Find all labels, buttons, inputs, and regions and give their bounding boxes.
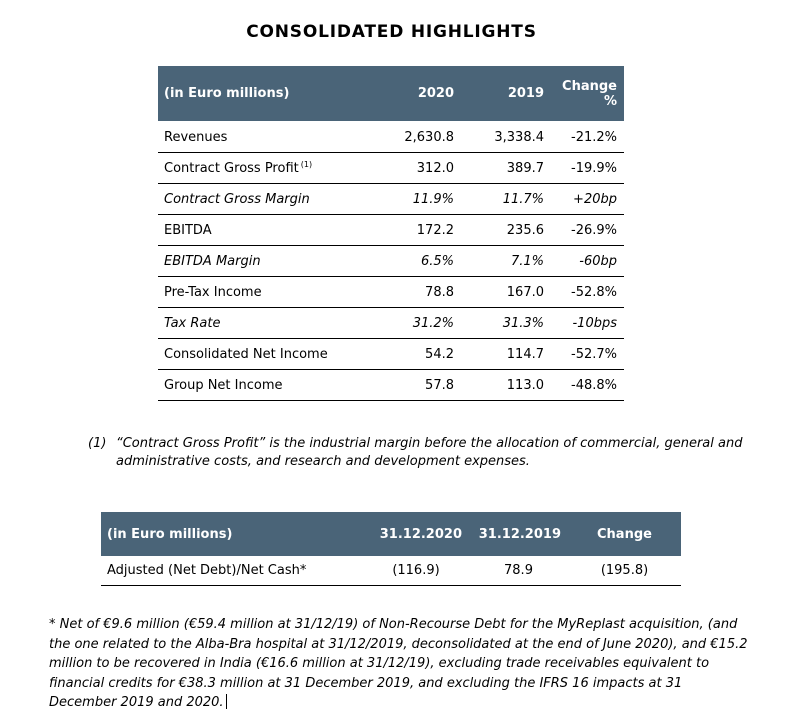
value-2019 xyxy=(461,339,551,370)
value-2020-text: 6.5% xyxy=(420,253,454,269)
value-2019 xyxy=(461,246,551,277)
value-change-text: -21.2% xyxy=(571,129,617,145)
value-2019 xyxy=(461,184,551,215)
net-cash-table xyxy=(101,512,681,586)
value-2019-text: 167.0 xyxy=(506,284,544,300)
value-2020 xyxy=(372,339,461,370)
value-2020 xyxy=(372,153,461,184)
row-label-text: Group Net Income xyxy=(164,377,283,393)
table-row xyxy=(158,153,624,184)
value-change xyxy=(551,277,624,308)
row-label-text: Contract Gross Profit xyxy=(164,161,299,176)
value-2019-text: 114.7 xyxy=(506,346,544,362)
value-2020 xyxy=(372,246,461,277)
row-label xyxy=(158,215,372,246)
header-change: Change % xyxy=(551,66,624,121)
value-2020 xyxy=(372,308,461,339)
value-change-text: -26.9% xyxy=(571,222,617,238)
header-units: (in Euro millions) xyxy=(101,512,363,556)
table-row xyxy=(158,339,624,370)
value-31-12-2019: 78.9 xyxy=(469,556,568,586)
value-2020-text: 57.8 xyxy=(425,377,454,393)
header-units: (in Euro millions) xyxy=(158,66,372,121)
footnote-number: (1) xyxy=(88,436,107,451)
value-2020-text: 172.2 xyxy=(416,222,454,238)
row-label xyxy=(158,339,372,370)
value-change xyxy=(551,308,624,339)
value-change-text: +20bp xyxy=(573,191,617,207)
value-change-text: -60bp xyxy=(579,253,617,269)
table-row xyxy=(158,370,624,401)
row-label xyxy=(158,121,372,153)
row-label-text: Contract Gross Margin xyxy=(164,191,310,207)
footnote xyxy=(88,435,748,471)
highlights-header-row xyxy=(158,66,624,121)
row-label xyxy=(158,308,372,339)
row-label xyxy=(158,277,372,308)
row-label-text: Consolidated Net Income xyxy=(164,346,328,362)
row-label-text: Pre-Tax Income xyxy=(164,284,262,300)
value-change xyxy=(551,153,624,184)
value-2019 xyxy=(461,308,551,339)
row-label xyxy=(158,370,372,401)
header-31-12-2019: 31.12.2019 xyxy=(469,512,568,556)
value-2019-text: 113.0 xyxy=(506,377,544,393)
value-2019 xyxy=(461,215,551,246)
header-2020: 2020 xyxy=(372,66,461,121)
row-label-text: Revenues xyxy=(164,129,228,145)
value-change xyxy=(551,370,624,401)
value-2020 xyxy=(372,184,461,215)
value-2020-text: 31.2% xyxy=(412,315,454,331)
value-2019-text: 7.1% xyxy=(510,253,544,269)
table-row xyxy=(158,246,624,277)
row-label xyxy=(158,246,372,277)
value-change xyxy=(551,215,624,246)
net-cash-header-row xyxy=(101,512,681,556)
value-2020 xyxy=(372,277,461,308)
value-change xyxy=(551,246,624,277)
value-change-text: -52.8% xyxy=(571,284,617,300)
table-row xyxy=(158,308,624,339)
value-change xyxy=(551,184,624,215)
note-text: * Net of €9.6 million (€59.4 million at 31/12/19) of Non-Recourse Debt for the MyReplast acquisition, (and the one related to the Alba-Bra hospital at 31/12/2019, deconsolidated at the end of June 2020), and €15.2 million to be recovered in India (€16.6 million at 31/12/19), excluding trade receivables equivalent to financial credits for €38.3 million at 31 December 2019, and excluding the IFRS 16 impacts at 31 December 2019 and 2020. xyxy=(49,617,748,710)
row-label-text: Tax Rate xyxy=(164,315,221,331)
row-label xyxy=(158,184,372,215)
value-31-12-2020: (116.9) xyxy=(363,556,469,586)
value-2020 xyxy=(372,121,461,153)
header-31-12-2020: 31.12.2020 xyxy=(363,512,469,556)
value-change-text: -19.9% xyxy=(571,160,617,176)
value-change xyxy=(551,339,624,370)
value-2020-text: 11.9% xyxy=(412,191,454,207)
value-2019-text: 389.7 xyxy=(506,160,544,176)
value-2020-text: 78.8 xyxy=(425,284,454,300)
header-2019: 2019 xyxy=(461,66,551,121)
row-label-text: EBITDA Margin xyxy=(164,253,261,269)
footnote-text: “Contract Gross Profit” is the industrial margin before the allocation of commercial, general and administrative costs, and research and development expenses. xyxy=(116,436,743,469)
page-title: CONSOLIDATED HIGHLIGHTS xyxy=(246,22,537,42)
value-2020-text: 312.0 xyxy=(416,160,454,176)
highlights-table xyxy=(158,66,624,401)
table-row xyxy=(158,184,624,215)
footnote-reference: (1) xyxy=(300,160,313,169)
value-change-text: -52.7% xyxy=(571,346,617,362)
row-label xyxy=(158,153,372,184)
value-change xyxy=(551,121,624,153)
value-change-text: -10bps xyxy=(572,315,617,331)
row-label-text: EBITDA xyxy=(164,222,212,238)
table-row xyxy=(101,556,681,586)
table-row xyxy=(158,121,624,153)
value-2019-text: 11.7% xyxy=(502,191,544,207)
value-2019-text: 235.6 xyxy=(506,222,544,238)
value-change-text: -48.8% xyxy=(571,377,617,393)
value-2019 xyxy=(461,277,551,308)
value-2020-text: 2,630.8 xyxy=(404,129,454,145)
value-2020 xyxy=(372,370,461,401)
value-2019 xyxy=(461,153,551,184)
value-2020 xyxy=(372,215,461,246)
header-change: Change xyxy=(568,512,681,556)
value-2019-text: 31.3% xyxy=(502,315,544,331)
value-2020-text: 54.2 xyxy=(425,346,454,362)
table-row xyxy=(158,215,624,246)
text-cursor xyxy=(226,694,227,709)
value-2019 xyxy=(461,121,551,153)
net-cash-note xyxy=(49,615,749,713)
value-2019 xyxy=(461,370,551,401)
value-2019-text: 3,338.4 xyxy=(494,129,544,145)
value-change: (195.8) xyxy=(568,556,681,586)
table-row xyxy=(158,277,624,308)
row-label: Adjusted (Net Debt)/Net Cash* xyxy=(101,556,363,586)
